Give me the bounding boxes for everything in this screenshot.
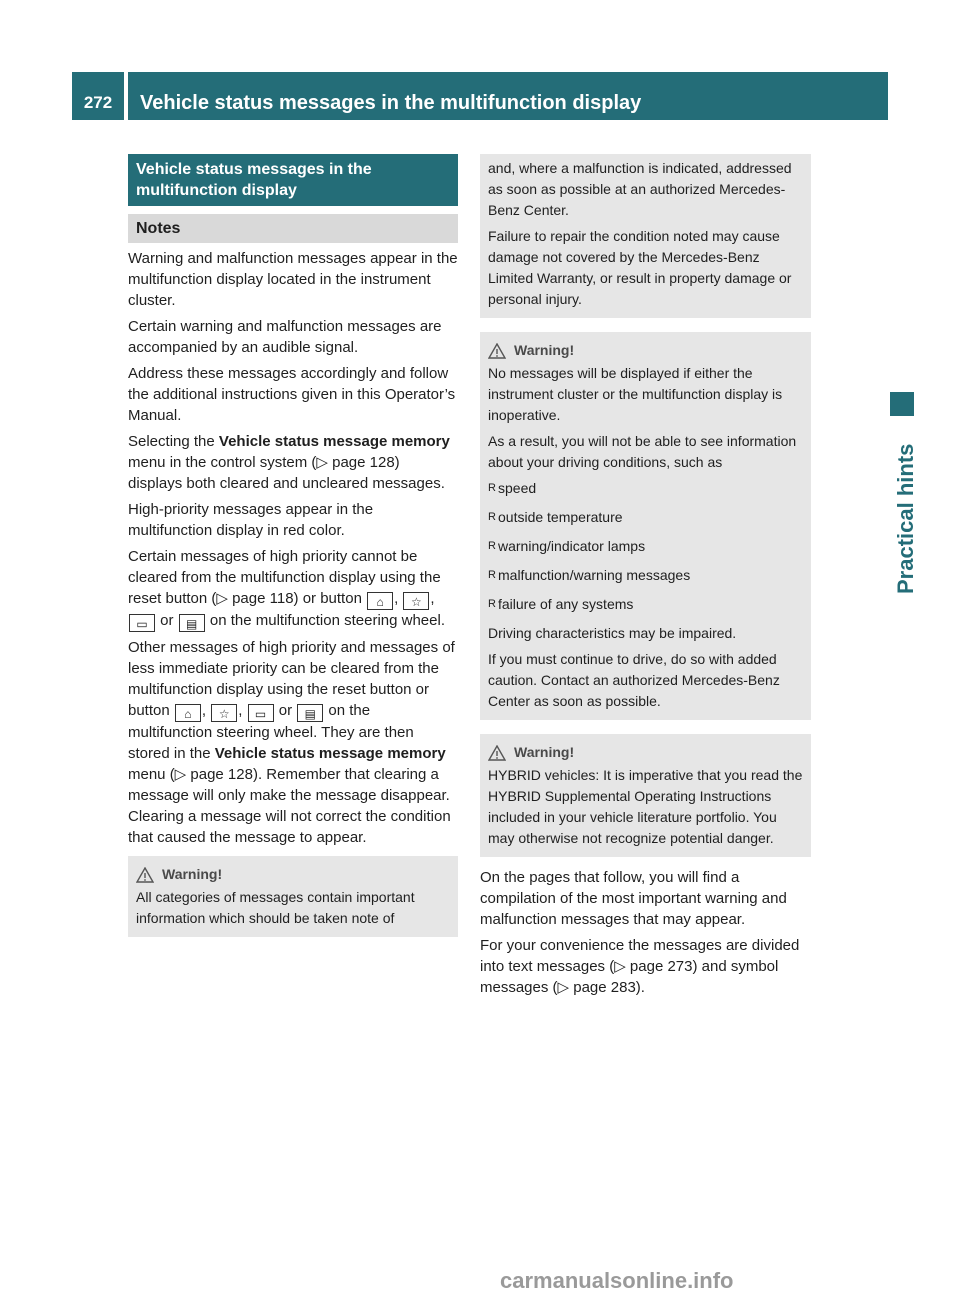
warning-text: HYBRID vehicles: It is imperative that you read the HYBRID Supplemental Operating Instructions included in your vehicle literature portfolio. You may otherwise not recognize potential danger. bbox=[488, 767, 803, 846]
list-item: R failure of any systems bbox=[488, 594, 803, 615]
warning-text: No messages will be displayed if either the instrument cluster or the multifunction display is inoperative. bbox=[488, 365, 783, 423]
phone-accept-icon: ⌂ bbox=[175, 704, 201, 722]
phone-end-icon: ☆ bbox=[211, 704, 237, 722]
display-down-icon: ▤ bbox=[179, 614, 205, 632]
watermark: carmanualsonline.info bbox=[500, 1268, 734, 1293]
text-span: Other messages of high priority and messages of less immediate priority can be cleared from the multifunction display using the reset button or button bbox=[128, 639, 455, 719]
text-span: Selecting the bbox=[128, 433, 219, 450]
header-divider bbox=[124, 72, 128, 120]
paragraph: High-priority messages appear in the multifunction display in red color. bbox=[128, 501, 374, 539]
display-down-icon: ▤ bbox=[297, 704, 323, 722]
warning-text: Failure to repair the condition noted may cause damage not covered by the Mercedes-Benz Limited Warranty, or result in property damage or personal injury. bbox=[488, 228, 792, 307]
warning-box-continued bbox=[480, 154, 811, 318]
display-up-icon: ▭ bbox=[129, 614, 155, 632]
warning-text: If you must continue to drive, do so with added caution. Contact an authorized Mercedes-Benz Center as soon as possible. bbox=[488, 651, 780, 709]
warning-title: Warning! bbox=[514, 342, 575, 358]
text-span: on the multifunction steering wheel. bbox=[205, 612, 445, 629]
paragraph: Certain messages of high priority cannot be cleared from the multifunction display using the reset button (▷ page 118) or button ⌂ , ☆ , ▭ or ▤ on the multifunction steering wheel. bbox=[128, 548, 445, 631]
warning-text: As a result, you will not be able to see information about your driving conditions, such as bbox=[488, 433, 797, 470]
text-span: on the multifunction steering wheel. They are then stored in the bbox=[128, 702, 414, 762]
paragraph bbox=[128, 431, 458, 494]
warning-triangle-icon bbox=[136, 867, 154, 883]
left-column bbox=[128, 154, 458, 937]
page-title: Vehicle status messages in the multifunction display bbox=[140, 92, 642, 114]
section-title: Vehicle status messages in the multifunction display bbox=[128, 154, 458, 206]
list-item: R speed bbox=[488, 478, 803, 499]
text-span: menu (▷ page 128). Remember that clearing a message will only make the message disappear. Clearing a message will not correct the condition that caused the message to appear. bbox=[128, 766, 451, 846]
list-item: R warning/indicator lamps bbox=[488, 536, 803, 557]
warning-triangle-icon bbox=[488, 745, 506, 761]
warning-box bbox=[480, 734, 811, 857]
warning-title: Warning! bbox=[162, 866, 223, 882]
warning-text: and, where a malfunction is indicated, addressed as soon as possible at an authorized Mercedes-Benz Center. bbox=[488, 160, 792, 218]
warning-text: All categories of messages contain important information which should be taken note of bbox=[136, 889, 415, 926]
paragraph: For your convenience the messages are divided into text messages (▷ page 273) and symbol messages (▷ page 283). bbox=[480, 937, 800, 996]
paragraph: Address these messages accordingly and follow the additional instructions given in this Operator’s Manual. bbox=[128, 365, 456, 424]
right-column bbox=[480, 154, 811, 1003]
display-up-icon: ▭ bbox=[248, 704, 274, 722]
paragraph: Certain warning and malfunction messages are accompanied by an audible signal. bbox=[128, 318, 442, 356]
paragraph: On the pages that follow, you will find a compilation of the most important warning and malfunction messages that may appear. bbox=[480, 869, 787, 928]
paragraph: Other messages of high priority and messages of less immediate priority can be cleared from the multifunction display using the reset button or button ⌂ , ☆ , ▭ or ▤ on the multifunction steering wheel. They are then stored in the Vehicle status message memory menu (▷ page 128). Remember that clearing a message will only make the message disappear. Clearing a message will not correct the condition that caused the message to appear. bbox=[128, 639, 455, 846]
paragraph: Warning and malfunction messages appear in the multifunction display located in the instrument cluster. bbox=[128, 250, 458, 309]
page-number: 272 bbox=[83, 93, 113, 112]
warning-box bbox=[480, 332, 811, 720]
subsection-title: Notes bbox=[128, 214, 458, 243]
list-item: R malfunction/warning messages bbox=[488, 565, 803, 586]
phone-accept-icon: ⌂ bbox=[367, 592, 393, 610]
side-tab-marker bbox=[890, 392, 914, 416]
list-item: R outside temperature bbox=[488, 507, 803, 528]
warning-title: Warning! bbox=[514, 744, 575, 760]
warning-text: Driving characteristics may be impaired. bbox=[488, 625, 737, 641]
menu-name: Vehicle status message memory bbox=[214, 745, 446, 762]
text-span: menu in the control system (▷ page 128) displays both cleared and uncleared messages. bbox=[128, 454, 445, 492]
text-span: Certain messages of high priority cannot be cleared from the multifunction display using the reset button (▷ page 118) or button bbox=[128, 548, 441, 607]
warning-box bbox=[128, 856, 458, 937]
side-tab-label: Practical hints bbox=[893, 443, 918, 594]
warning-triangle-icon bbox=[488, 343, 506, 359]
menu-name: Vehicle status message memory bbox=[218, 433, 450, 450]
phone-end-icon: ☆ bbox=[403, 592, 429, 610]
